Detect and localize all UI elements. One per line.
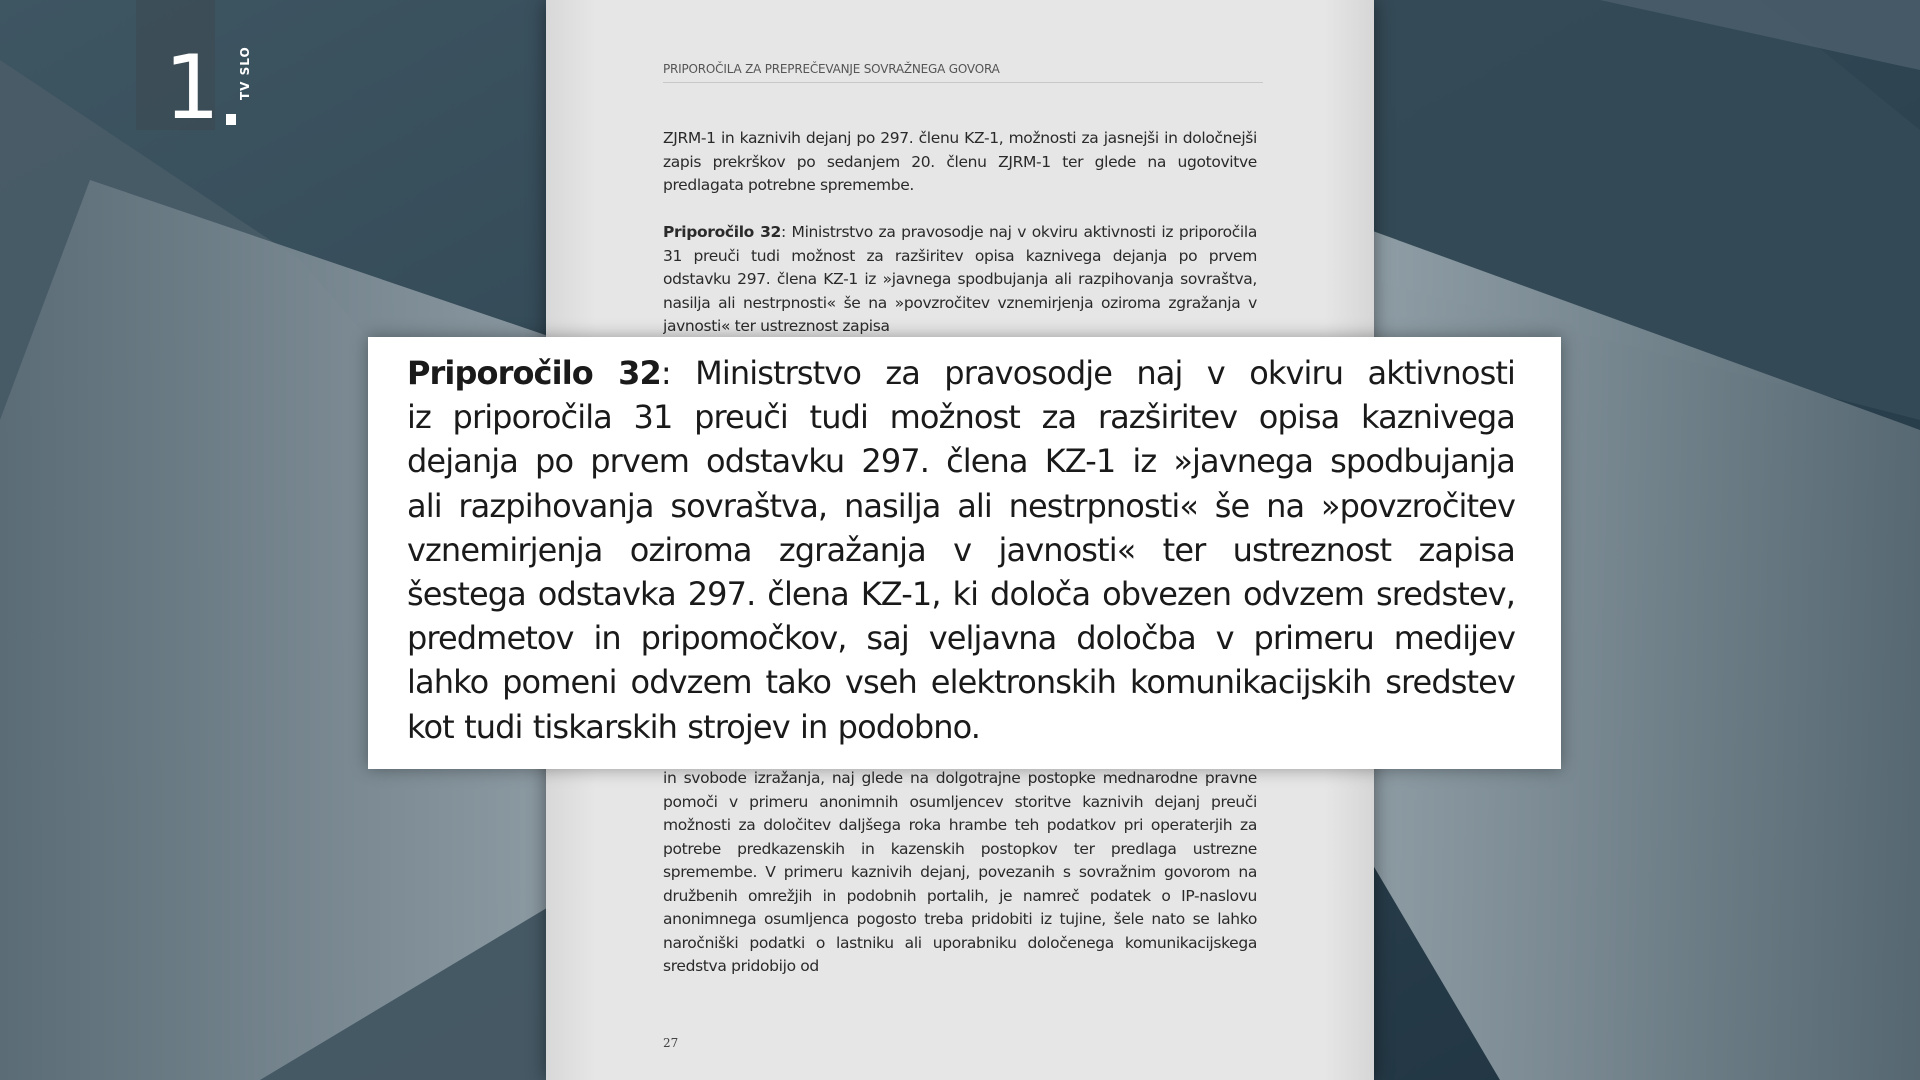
quote-line-text: : Ministrstvo za pravosodje naj v okviru aktivnosti xyxy=(660,354,1515,392)
zoomed-quote-box xyxy=(368,337,1561,769)
quote-line: predmetov in pripomočkov, saj veljavna določba v primeru medijev xyxy=(407,619,1515,658)
recommendation-label: Priporočilo 32 xyxy=(663,223,781,241)
channel-square-icon xyxy=(226,114,236,125)
channel-logo xyxy=(136,0,220,139)
quote-line: ali razpihovanja sovraštva, nasilja ali nestrpnosti« še na »povzročitev xyxy=(407,486,1515,525)
quote-line xyxy=(407,351,1515,395)
channel-name: TV SLO xyxy=(238,46,252,100)
channel-number: 1 xyxy=(164,36,220,139)
quote-label: Priporočilo 32 xyxy=(407,354,661,392)
quote-line: iz priporočila 31 preuči tudi možnost za razširitev opisa kaznivega xyxy=(407,398,1515,437)
document-paragraph: ZJRM-1 in kaznivih dejanj po 297. členu KZ-1, možnosti za jasnejši in določnejši zapis prekrškov po sedanjem 20. členu ZJRM-1 ter glede na ugotovitve predlagata potrebne spremembe. xyxy=(663,129,1257,194)
quote-text xyxy=(407,351,1515,749)
page-number: 27 xyxy=(663,1036,679,1050)
quote-line: šestega odstavka 297. člena KZ-1, ki določa obvezen odvzem sredstev, xyxy=(407,575,1515,614)
recommendation-text: : Ministrstvo za pravosodje naj v okviru aktivnosti iz priporočila 31 preuči tudi možnost za razširitev opisa kaznivega dejanja po prvem odstavku 297. člena KZ-1 iz »javnega spodbujanja ali razpihovanja sovraštva, nasilja ali nestrpnosti« še na »povzročitev vznemirjenja oziroma zgražanja v javnosti« ter ustreznost zapisa xyxy=(663,223,1257,335)
document-paragraph: in svobode izražanja, naj glede na dolgotrajne postopke mednarodne pravne pomoči v primeru anonimnih osumljencev storitve kaznivih dejanj preuči možnosti za določitev daljšega roka hrambe teh podatkov pri operaterjih za potrebe predkazenskih in kazenskih postopkov ter predlaga ustrezne spremembe. V primeru kaznivih dejanj, povezanih s sovražnim govorom na družbenih omrežjih in podobnih portalih, je namreč podatek o IP-naslovu anonimnega osumljenca pogosto treba pridobiti iz tujine, šele nato se lahko naročniški podatki o lastniku ali uporabniku določenega komunikacijskega sredstva pridobijo od xyxy=(663,769,1257,975)
quote-line: kot tudi tiskarskih strojev in podobno. xyxy=(407,707,981,746)
quote-line: vznemirjenja oziroma zgražanja v javnosti« ter ustreznost zapisa xyxy=(407,530,1515,569)
quote-line: lahko pomeni odvzem tako vseh elektronskih komunikacijskih sredstev xyxy=(407,663,1515,702)
quote-line: dejanja po prvem odstavku 297. člena KZ-1 iz »javnega spodbujanja xyxy=(407,442,1515,481)
header-divider xyxy=(663,82,1263,83)
document-recommendation-paragraph xyxy=(663,221,1257,339)
document-header: PRIPOROČILA ZA PREPREČEVANJE SOVRAŽNEGA GOVORA xyxy=(663,62,1000,76)
